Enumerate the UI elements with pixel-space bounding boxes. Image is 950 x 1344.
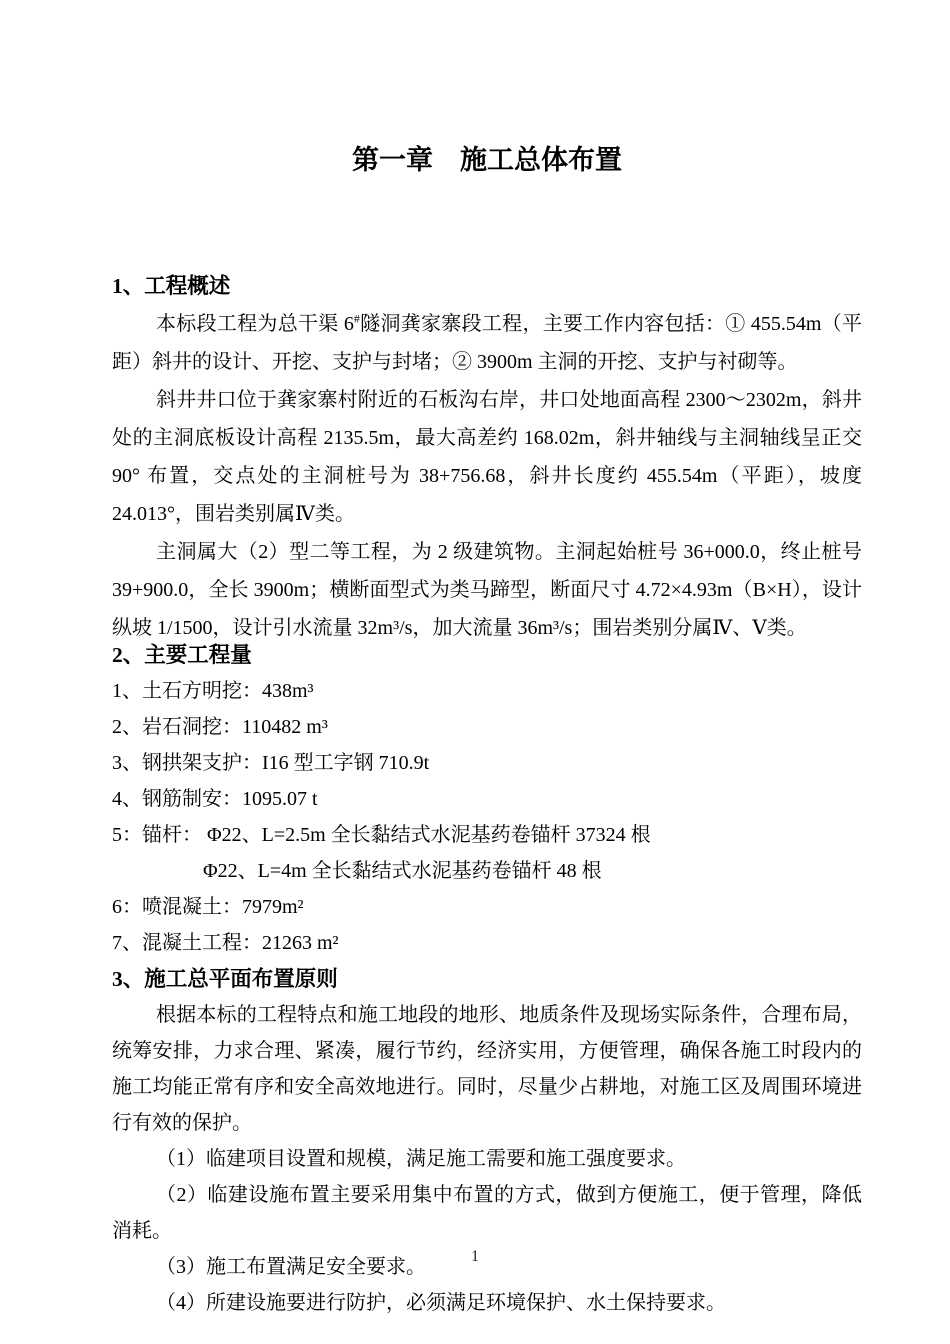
- quantity-item: 5：锚杆： Φ22、L=2.5m 全长黏结式水泥基药卷锚杆 37324 根: [112, 824, 651, 846]
- quantity-item-continuation: Φ22、L=4m 全长黏结式水泥基药卷锚杆 48 根: [203, 860, 602, 882]
- principle-item: （3）施工布置满足安全要求。: [156, 1256, 426, 1278]
- section1-heading: 1、工程概述: [112, 274, 231, 298]
- section-project-overview: [112, 267, 862, 647]
- paragraph-inclined-shaft: 斜井井口位于龚家寨村附近的石板沟右岸，井口处地面高程 2300～2302m，斜井处的主洞底板设计高程 2135.5m，最大高差约 168.02m，斜井轴线与主洞轴线呈正交 90° 布置，交点处的主洞桩号为 38+756.68，斜井长度约 455.54m（平距），坡度 24.013°，围岩类别属Ⅳ类。: [112, 389, 862, 525]
- principle-item: （2）临建设施布置主要采用集中布置的方式，做到方便施工，便于管理，降低消耗。: [112, 1184, 862, 1242]
- section-main-quantities: [112, 637, 862, 961]
- paragraph-text: 本标段工程为总干渠 6: [156, 313, 354, 335]
- section-layout-principles: [112, 961, 862, 1321]
- quantity-item: 2、岩石洞挖：110482 m³: [112, 716, 328, 738]
- chapter-title: 第一章 施工总体布置: [352, 145, 622, 175]
- paragraph-main-tunnel: 主洞属大（2）型二等工程，为 2 级建筑物。主洞起始桩号 36+000.0，终止桩号 39+900.0，全长 3900m；横断面型式为类马蹄型，断面尺寸 4.72×4.93m（B×H），设计纵坡 1/1500，设计引水流量 32m³/s，加大流量 36m³/s；围岩类别分属Ⅳ、Ⅴ类。: [112, 541, 862, 639]
- quantity-item: 6：喷混凝土：7979m²: [112, 896, 304, 918]
- paragraph-text: 隧洞龚家寨段工程，主要工作内容包括：① 455.54m（平距）斜井的设计、开挖、支护与封堵；② 3900m 主洞的开挖、支护与衬砌等。: [112, 313, 863, 373]
- quantity-item: 7、混凝土工程：21263 m²: [112, 932, 339, 954]
- quantity-item: 3、钢拱架支护：I16 型工字钢 710.9t: [112, 752, 430, 774]
- section3-heading: 3、施工总平面布置原则: [112, 967, 338, 991]
- quantity-item: 4、钢筋制安：1095.07 t: [112, 788, 318, 810]
- quantity-item: 1、土石方明挖：438m³: [112, 680, 314, 702]
- paragraph-principles: 根据本标的工程特点和施工地段的地形、地质条件及现场实际条件，合理布局，统筹安排，力求合理、紧凑，履行节约，经济实用，方便管理，确保各施工时段内的施工均能正常有序和安全高效地进行。同时，尽量少占耕地，对施工区及周围环境进行有效的保护。: [112, 1004, 862, 1134]
- principle-item: （1）临建项目设置和规模，满足施工需要和施工强度要求。: [156, 1148, 686, 1170]
- paragraph-scope: [112, 305, 862, 381]
- page-number: 1: [471, 1248, 479, 1265]
- superscript-hash: #: [353, 311, 360, 326]
- section2-heading: 2、主要工程量: [112, 643, 252, 667]
- principle-item: （4）所建设施要进行防护，必须满足环境保护、水土保持要求。: [156, 1292, 726, 1314]
